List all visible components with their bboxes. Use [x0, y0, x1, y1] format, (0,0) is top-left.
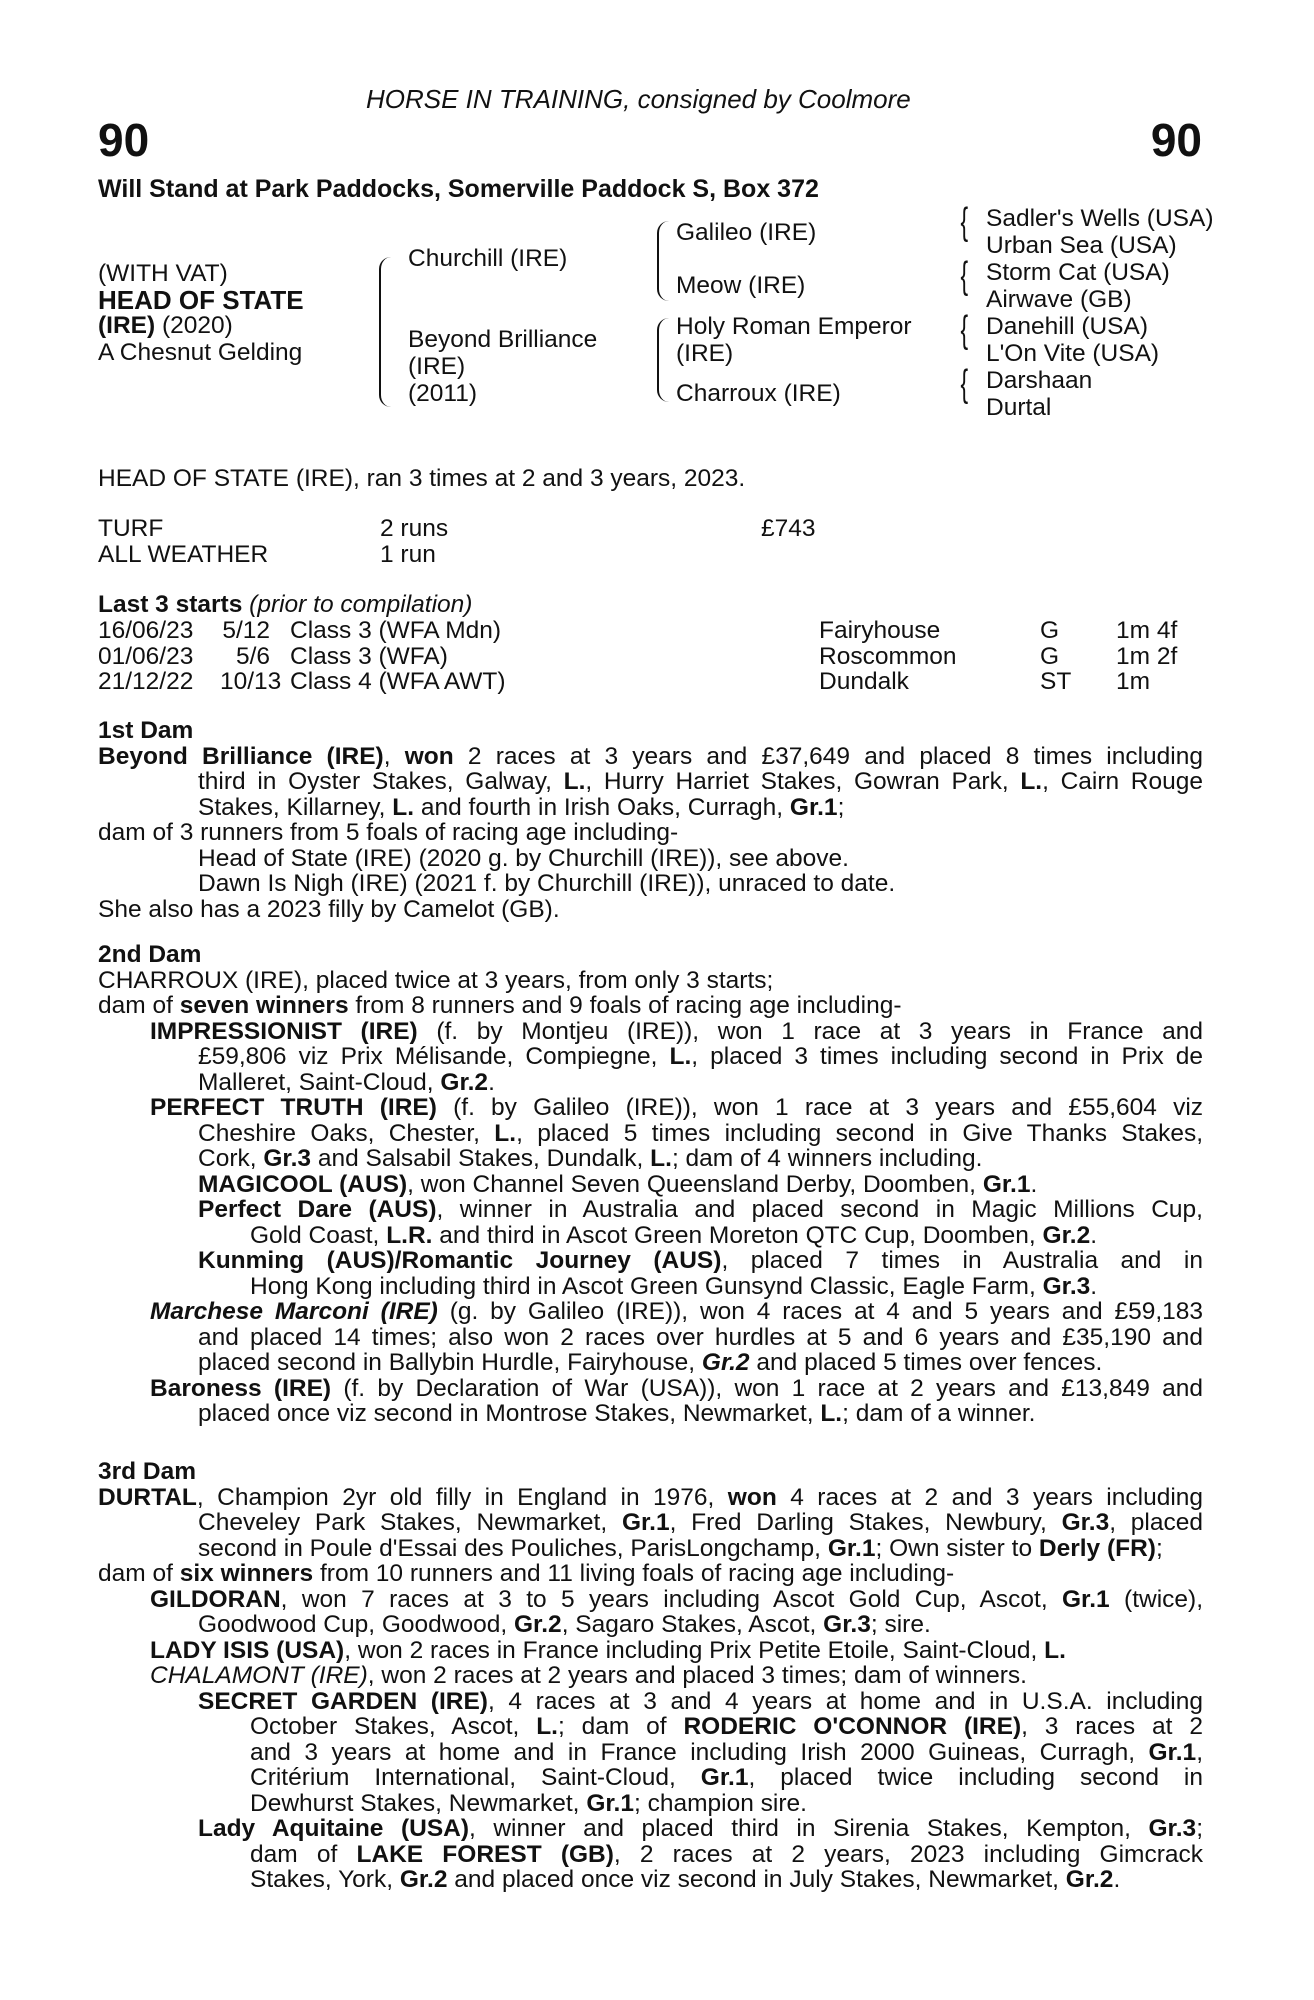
- race-summary: HEAD OF STATE (IRE), ran 3 times at 2 and 3 years, 2023.: [98, 465, 746, 492]
- third-dam-line: Critérium International, Saint-Cloud, Gr.1, placed twice including second in: [250, 1764, 1203, 1791]
- second-dam-line: placed second in Ballybin Hurdle, Fairyhouse, Gr.2 and placed 5 times over fences.: [198, 1349, 1103, 1376]
- start-going: G: [1040, 642, 1060, 670]
- second-dam-line: and placed 14 times; also won 2 races over hurdles at 5 and 6 years and £35,190 and: [198, 1323, 1203, 1351]
- start-going: G: [1040, 617, 1060, 644]
- second-dam-line: Kunming (AUS)/Romantic Journey (AUS), placed 7 times in Australia and in: [198, 1247, 1203, 1274]
- third-dam-line: Stakes, York, Gr.2 and placed once viz second in July Stakes, Newmarket, Gr.2.: [250, 1866, 1121, 1893]
- start-race: Class 3 (WFA): [290, 642, 448, 670]
- third-dam-line: CHALAMONT (IRE), won 2 races at 2 years and placed 3 times; dam of winners.: [150, 1662, 1027, 1689]
- second-dam-line: Cheshire Oaks, Chester, L., placed 5 times including second in Give Thanks Stakes,: [198, 1119, 1203, 1147]
- third-dam-line: GILDORAN, won 7 races at 3 to 5 years including Ascot Gold Cup, Ascot, Gr.1 (twice),: [150, 1585, 1203, 1613]
- second-dam-line: Marchese Marconi (IRE) (g. by Galileo (IRE)), won 4 races at 4 and 5 years and £59,183: [150, 1298, 1204, 1325]
- second-dam-line: IMPRESSIONIST (IRE) (f. by Montjeu (IRE)), won 1 race at 3 years in France and: [150, 1017, 1203, 1045]
- start-dist: 1m: [1116, 668, 1151, 695]
- start-pos: 5/6: [235, 642, 270, 670]
- second-dam-line: placed once viz second in Montrose Stakes, Newmarket, L.; dam of a winner.: [198, 1400, 1036, 1427]
- second-dam-line: Cork, Gr.3 and Salsabil Stakes, Dundalk, L.; dam of 4 winners including.: [198, 1145, 983, 1172]
- stabling-location: Will Stand at Park Paddocks, Somerville Paddock S, Box 372: [98, 175, 819, 203]
- third-dam-line: and 3 years at home and in France including Irish 2000 Guineas, Curragh, Gr.1,: [250, 1738, 1203, 1766]
- third-dam-heading: 3rd Dam: [98, 1458, 197, 1485]
- first-dam-line: third in Oyster Stakes, Galway, L., Hurry Harriet Stakes, Gowran Park, L., Cairn Rouge: [198, 768, 1203, 795]
- sire-parents-brace: [657, 221, 669, 301]
- start-date: 21/12/22: [98, 668, 194, 695]
- first-dam-line: Beyond Brilliance (IRE), won 2 races at 3 years and £37,649 and placed 8 times including: [98, 742, 1203, 770]
- aw-label: ALL WEATHER: [98, 541, 269, 568]
- brace-g1: {: [960, 201, 969, 243]
- second-dam-line: MAGICOOL (AUS), won Channel Seven Queensland Derby, Doomben, Gr.1.: [198, 1170, 1038, 1198]
- third-dam-line: DURTAL, Champion 2yr old filly in England in 1976, won 4 races at 2 and 3 years including: [98, 1483, 1204, 1511]
- brace-g3: {: [960, 309, 969, 351]
- second-dam-line: CHARROUX (IRE), placed twice at 3 years, from only 3 starts;: [98, 966, 774, 994]
- second-dam-heading: 2nd Dam: [98, 941, 202, 968]
- turf-label: TURF: [98, 515, 164, 542]
- third-dam-line: LADY ISIS (USA), won 2 races in France including Prix Petite Etoile, Saint-Cloud, L.: [150, 1636, 1066, 1664]
- pedigree-g8: Durtal: [986, 394, 1052, 421]
- start-dist: 1m 4f: [1116, 617, 1178, 644]
- start-dist: 1m 2f: [1116, 642, 1178, 670]
- pedigree-sire-sire: Galileo (IRE): [676, 219, 817, 246]
- start-pos: 10/13: [220, 668, 282, 695]
- brace-g2: {: [960, 255, 969, 297]
- aw-runs: 1 run: [380, 541, 436, 568]
- start-race: Class 3 (WFA Mdn): [290, 617, 502, 644]
- second-dam-line: £59,806 viz Prix Mélisande, Compiegne, L., placed 3 times including second in Prix de: [198, 1043, 1203, 1070]
- vat-note: (WITH VAT): [98, 260, 228, 287]
- first-dam-heading: 1st Dam: [98, 717, 194, 744]
- horse-name: HEAD OF STATE: [98, 285, 304, 315]
- pedigree-dam-line1: Beyond Brilliance: [408, 326, 598, 353]
- pedigree-dam-line2: (IRE): [408, 353, 466, 380]
- third-dam-line: second in Poule d'Essai des Pouliches, ParisLongchamp, Gr.1; Own sister to Derly (FR);: [198, 1534, 1163, 1562]
- second-dam-line: Gold Coast, L.R. and third in Ascot Green Moreton QTC Cup, Doomben, Gr.2.: [250, 1221, 1098, 1249]
- pedigree-g3: Storm Cat (USA): [986, 259, 1170, 286]
- first-dam-section: [98, 718, 1203, 922]
- start-date: 16/06/23: [98, 617, 194, 644]
- catalogue-caption: HORSE IN TRAINING, consigned by Coolmore: [366, 84, 911, 114]
- first-dam-line: Stakes, Killarney, L. and fourth in Irish Oaks, Curragh, Gr.1;: [198, 793, 845, 821]
- horse-description: A Chesnut Gelding: [98, 339, 303, 366]
- pedigree-g6: L'On Vite (USA): [986, 340, 1160, 367]
- turf-runs: 2 runs: [380, 515, 449, 542]
- turf-prize: £743: [761, 515, 816, 542]
- sire-dam-brace: [379, 257, 393, 407]
- second-dam-line: Baroness (IRE) (f. by Declaration of War (USA)), won 1 race at 2 years and £13,849 and: [150, 1374, 1203, 1402]
- third-dam-line: SECRET GARDEN (IRE), 4 races at 3 and 4 years at home and in U.S.A. including: [198, 1687, 1203, 1715]
- second-dam-section: [98, 942, 1203, 1427]
- start-course: Roscommon: [819, 642, 957, 670]
- second-dam-line: PERFECT TRUTH (IRE) (f. by Galileo (IRE)), won 1 race at 3 years and £55,604 viz: [150, 1094, 1204, 1121]
- pedigree-dam-line3: (2011): [408, 380, 478, 407]
- start-course: Dundalk: [819, 668, 909, 695]
- pedigree-sire-dam: Meow (IRE): [676, 272, 806, 299]
- first-dam-produce: Head of State (IRE) (2020 g. by Churchill (IRE)), see above.: [198, 844, 849, 872]
- pedigree-sire: Churchill (IRE): [408, 245, 568, 272]
- third-dam-line: Goodwood Cup, Goodwood, Gr.2, Sagaro Stakes, Ascot, Gr.3; sire.: [198, 1611, 931, 1638]
- third-dam-line: October Stakes, Ascot, L.; dam of RODERIC O'CONNOR (IRE), 3 races at 2: [250, 1713, 1203, 1740]
- second-dam-line: Hong Kong including third in Ascot Green Gunsynd Classic, Eagle Farm, Gr.3.: [250, 1272, 1098, 1300]
- third-dam-section: [98, 1459, 1203, 1893]
- second-dam-line: dam of seven winners from 8 runners and 9 foals of racing age including-: [98, 992, 902, 1019]
- brace-g4: {: [960, 363, 969, 405]
- third-dam-line: dam of LAKE FOREST (GB), 2 races at 2 years, 2023 including Gimcrack: [250, 1840, 1203, 1868]
- pedigree-dam-sire-line1: Holy Roman Emperor: [676, 313, 912, 340]
- pedigree-g1: Sadler's Wells (USA): [986, 205, 1214, 232]
- pedigree-g5: Danehill (USA): [986, 313, 1149, 340]
- first-dam-line: dam of 3 runners from 5 foals of racing age including-: [98, 819, 679, 846]
- second-dam-line: Malleret, Saint-Cloud, Gr.2.: [198, 1068, 495, 1096]
- pedigree-g4: Airwave (GB): [986, 286, 1132, 313]
- third-dam-line: Dewhurst Stakes, Newmarket, Gr.1; champion sire.: [250, 1789, 807, 1817]
- first-dam-line: She also has a 2023 filly by Camelot (GB).: [98, 895, 560, 923]
- second-dam-line: Perfect Dare (AUS), winner in Australia and placed second in Magic Millions Cup,: [198, 1196, 1203, 1223]
- third-dam-line: dam of six winners from 10 runners and 11 living foals of racing age including-: [98, 1560, 955, 1587]
- pedigree-dam-sire-line2: (IRE): [676, 340, 734, 367]
- start-race: Class 4 (WFA AWT): [290, 668, 506, 695]
- lot-number-right: 90: [1150, 114, 1202, 166]
- dam-parents-brace: [657, 318, 669, 402]
- third-dam-line: Lady Aquitaine (USA), winner and placed third in Sirenia Stakes, Kempton, Gr.3;: [198, 1815, 1203, 1842]
- lot-number-left: 90: [98, 114, 150, 166]
- start-going: ST: [1040, 668, 1072, 695]
- start-date: 01/06/23: [98, 642, 194, 670]
- third-dam-line: Cheveley Park Stakes, Newmarket, Gr.1, Fred Darling Stakes, Newbury, Gr.3, placed: [198, 1509, 1204, 1536]
- start-course: Fairyhouse: [819, 617, 941, 644]
- horse-country-year: (IRE) (2020): [98, 312, 233, 339]
- pedigree-dam-dam: Charroux (IRE): [676, 380, 841, 407]
- first-dam-produce: Dawn Is Nigh (IRE) (2021 f. by Churchill (IRE)), unraced to date.: [198, 870, 896, 897]
- start-pos: 5/12: [222, 617, 270, 644]
- last-starts-heading: Last 3 starts (prior to compilation): [98, 591, 473, 618]
- pedigree-g2: Urban Sea (USA): [986, 232, 1177, 259]
- pedigree-g7: Darshaan: [986, 367, 1093, 394]
